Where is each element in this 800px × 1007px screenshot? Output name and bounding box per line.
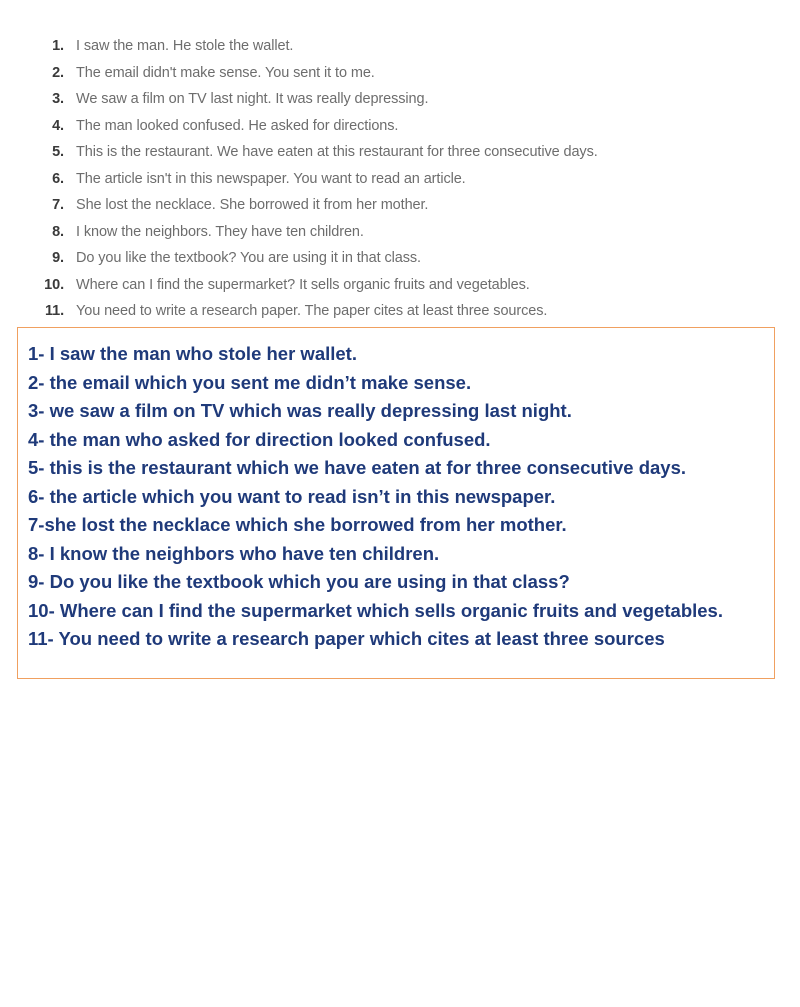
exercise-text: I know the neighbors. They have ten children. bbox=[76, 223, 364, 240]
answer-line: 2- the email which you sent me didn’t make sense. bbox=[28, 371, 472, 393]
answer-line: 11- You need to write a research paper which cites at least three sources bbox=[28, 628, 665, 649]
exercise-text: This is the restaurant. We have eaten at this restaurant for three consecutive days. bbox=[76, 144, 598, 160]
exercise-item bbox=[30, 219, 790, 246]
answer-line: 7-she lost the necklace which she borrowed from her mother. bbox=[28, 514, 567, 535]
exercise-item bbox=[30, 60, 790, 87]
exercise-text: The man looked confused. He asked for directions. bbox=[76, 117, 399, 134]
exercise-number: 8. bbox=[52, 223, 64, 240]
exercise-text: The article isn't in this newspaper. You want to read an article. bbox=[76, 170, 466, 187]
answer-line: 10- Where can I find the supermarket which sells organic fruits and vegetables. bbox=[28, 599, 723, 621]
answer-line: 9- Do you like the textbook which you are using in that class? bbox=[28, 571, 570, 592]
exercise-number: 1. bbox=[52, 38, 64, 54]
answer-box bbox=[17, 327, 775, 679]
exercise-text: She lost the necklace. She borrowed it from her mother. bbox=[76, 197, 429, 213]
exercise-text: We saw a film on TV last night. It was really depressing. bbox=[76, 91, 429, 107]
exercise-text: Do you like the textbook? You are using it in that class. bbox=[76, 250, 421, 266]
exercise-item bbox=[30, 245, 790, 272]
exercise-number: 3. bbox=[52, 91, 64, 107]
exercise-text: The email didn't make sense. You sent it to me. bbox=[76, 64, 375, 81]
answer-line: 6- the article which you want to read isn’t in this newspaper. bbox=[28, 485, 556, 507]
exercise-item bbox=[30, 298, 790, 325]
exercise-item bbox=[30, 113, 790, 140]
exercise-item bbox=[30, 272, 790, 299]
exercise-number: 10. bbox=[44, 276, 64, 293]
exercise-item bbox=[30, 86, 790, 113]
exercise-text: You need to write a research paper. The paper cites at least three sources. bbox=[76, 303, 548, 319]
exercise-text: Where can I find the supermarket? It sells organic fruits and vegetables. bbox=[76, 276, 530, 293]
exercise-item bbox=[30, 192, 790, 219]
exercise-number: 2. bbox=[52, 64, 64, 81]
exercise-number: 7. bbox=[52, 197, 64, 213]
exercise-number: 9. bbox=[52, 250, 64, 266]
answer-line: 8- I know the neighbors who have ten children. bbox=[28, 542, 440, 564]
exercise-text: I saw the man. He stole the wallet. bbox=[76, 38, 294, 54]
exercise-number: 11. bbox=[44, 303, 64, 319]
answer-line: 4- the man who asked for direction looked confused. bbox=[28, 428, 491, 450]
exercise-number: 6. bbox=[52, 170, 64, 187]
exercise-number: 4. bbox=[52, 117, 64, 134]
answer-line: 5- this is the restaurant which we have eaten at for three consecutive days. bbox=[28, 457, 686, 478]
answer-line: 3- we saw a film on TV which was really depressing last night. bbox=[28, 400, 572, 421]
exercise-list bbox=[30, 33, 790, 325]
exercise-item bbox=[30, 139, 790, 166]
exercise-item bbox=[30, 33, 790, 60]
exercise-item bbox=[30, 166, 790, 193]
exercise-number: 5. bbox=[52, 144, 64, 160]
answer-line: 1- I saw the man who stole her wallet. bbox=[28, 343, 357, 364]
